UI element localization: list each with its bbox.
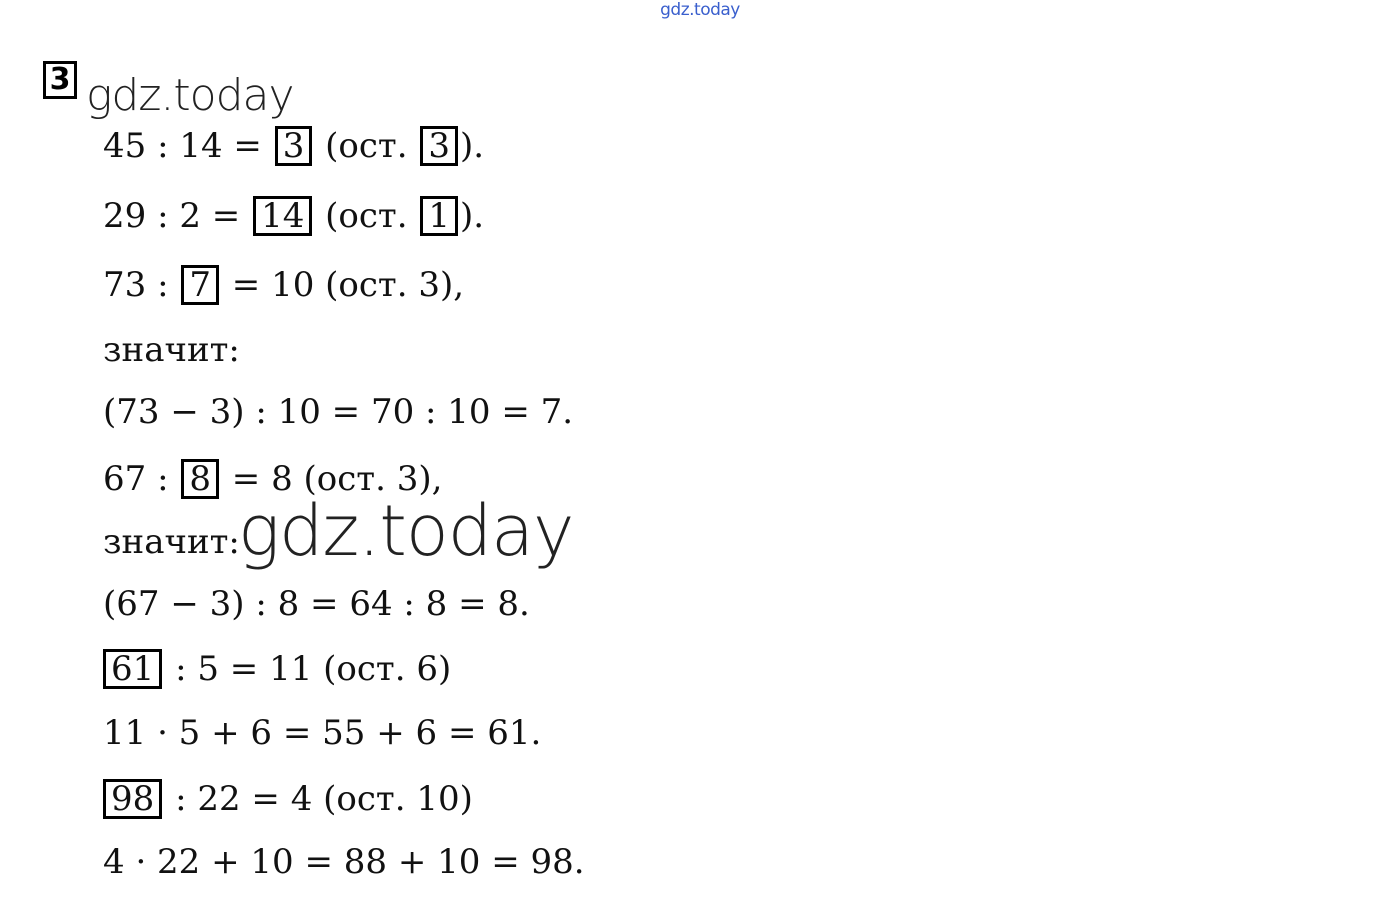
equation-text: 11 · 5 + 6 = 55 + 6 = 61. — [103, 713, 542, 753]
equation-text: (ост. — [314, 126, 419, 166]
equation-text: 73 : — [103, 265, 180, 305]
equation-text: ). — [460, 196, 485, 236]
equation-text: 29 : 2 = — [103, 196, 252, 236]
answer-box: 61 — [103, 649, 162, 689]
equation-line-7 — [103, 521, 240, 563]
equation-text: (73 − 3) : 10 = 70 : 10 = 7. — [103, 392, 574, 432]
equation-text: значит: — [103, 330, 240, 370]
answer-box: 7 — [181, 265, 219, 305]
answer-box: 3 — [420, 126, 458, 166]
equation-line-1 — [103, 125, 484, 167]
answer-box: 8 — [181, 459, 219, 499]
answer-box: 98 — [103, 779, 162, 819]
watermark-logo-large: gdz.today — [238, 490, 574, 572]
equation-text: 4 · 22 + 10 = 88 + 10 = 98. — [103, 842, 585, 882]
answer-box: 14 — [253, 196, 312, 236]
equation-text: = 10 (ост. 3), — [220, 265, 465, 305]
equation-line-3 — [103, 264, 464, 306]
equation-line-10 — [103, 712, 541, 754]
equation-text: (67 − 3) : 8 = 64 : 8 = 8. — [103, 584, 530, 624]
equation-line-2 — [103, 195, 484, 237]
equation-text: : 5 = 11 (ост. 6) — [164, 649, 452, 689]
equation-line-11 — [103, 778, 473, 820]
equation-text: (ост. — [314, 196, 419, 236]
equation-line-8 — [103, 583, 530, 625]
watermark-logo: gdz.today — [86, 70, 294, 121]
top-watermark: gdz.today — [660, 0, 740, 20]
equation-text: : 22 = 4 (ост. 10) — [164, 779, 473, 819]
equation-line-5 — [103, 391, 573, 433]
equation-line-12 — [103, 841, 585, 883]
answer-box: 3 — [275, 126, 313, 166]
equation-text: значит: — [103, 522, 240, 562]
answer-box: 1 — [420, 196, 458, 236]
equation-line-4 — [103, 329, 240, 371]
equation-text: ). — [460, 126, 485, 166]
task-number-badge: 3 — [43, 61, 77, 99]
equation-line-9 — [103, 648, 451, 690]
equation-text: 67 : — [103, 459, 180, 499]
equation-text: = 8 (ост. 3), — [220, 459, 443, 499]
equation-text: 45 : 14 = — [103, 126, 273, 166]
